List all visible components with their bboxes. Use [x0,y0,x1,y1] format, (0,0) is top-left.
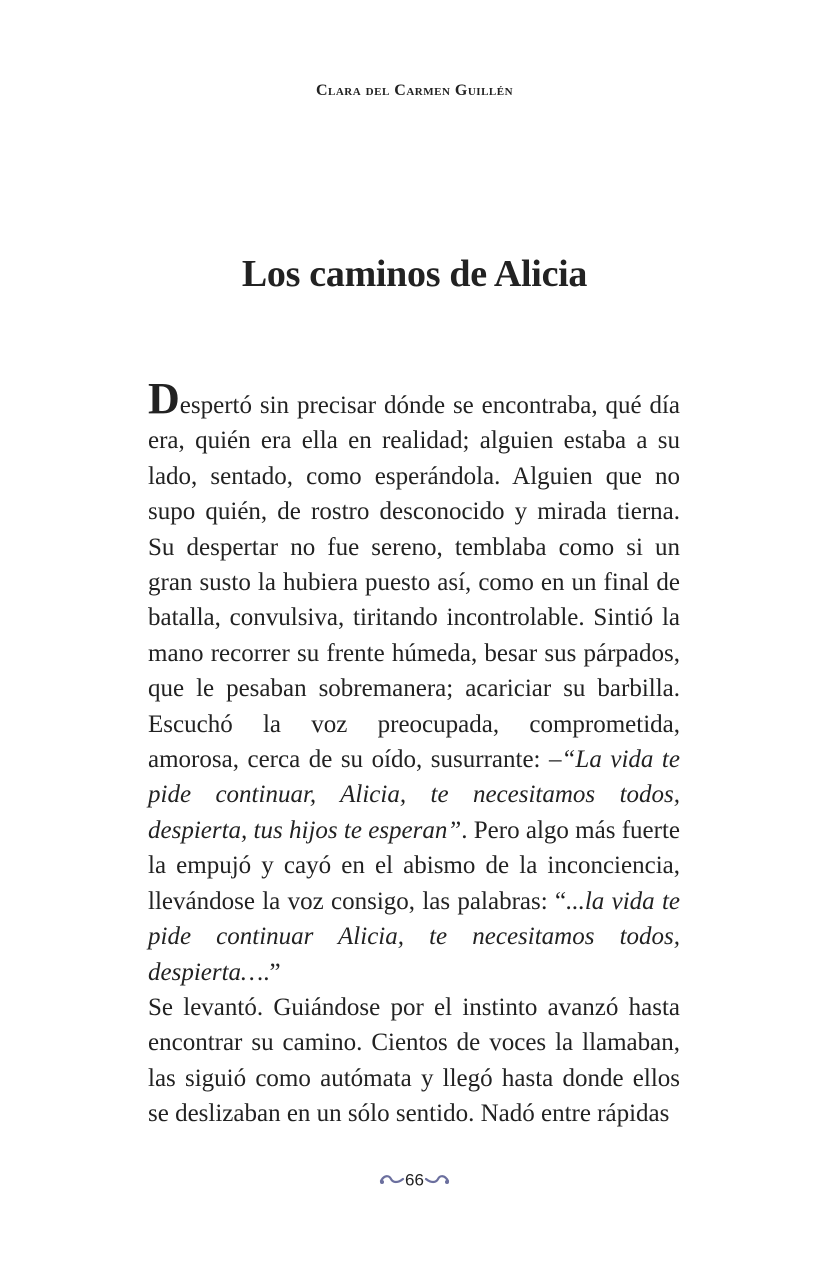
drop-cap: D [148,374,180,423]
running-header: Clara del Carmen Guillén [315,82,514,99]
chapter-title: Los caminos de Alicia [241,253,588,295]
quote-2: ...la vida te pide continuar Alicia, te necesitamos todos, despierta… [148,887,681,986]
page-folio [0,1170,829,1191]
paragraph-1 [148,374,681,990]
quote-1: “La vida te pide continuar, Alicia, te necesitamos todos, despierta, tus hijos te esperan” [148,746,680,844]
paragraph-2-text: Se levantó. Guiándose por el instinto avanzó hasta encontrar su camino. Cientos de voces la llamaban, las siguió como autómata y llegó hasta donde ellos se deslizaban en un sólo sentido. Nadó entre rápidas [148,994,680,1128]
paragraph-1-text-b: . Pero algo más fuerte la empujó y cayó en el abismo de la inconciencia, llevándose la voz consigo, las palabras: “ [148,816,680,915]
left-ornament-icon [379,1171,405,1191]
paragraph-2 [148,990,680,1132]
paragraph-1-text-a: espertó sin precisar dónde se encontraba, qué día era, quién era ella en realidad; alguien estaba a su lado, sentado, como esperándola. Alguien que no supo quién, de rostro desconocido y mirada tierna. Su despertar no fue sereno, temblaba como si un gran susto la hubiera puesto así, como en un final de batalla, convulsiva, tiritando incontrolable. Sintió la mano recorrer su frente húmeda, besar sus párpados, que le pesaban sobremanera; acariciar su barbilla. Escuchó la voz preocupada, comprometida, amorosa, cerca de su oído, susurrante: – [148,392,680,774]
right-ornament-icon [424,1171,450,1191]
page-number: 66 [405,1170,424,1190]
paragraph-1-text-c: .” [263,958,281,986]
